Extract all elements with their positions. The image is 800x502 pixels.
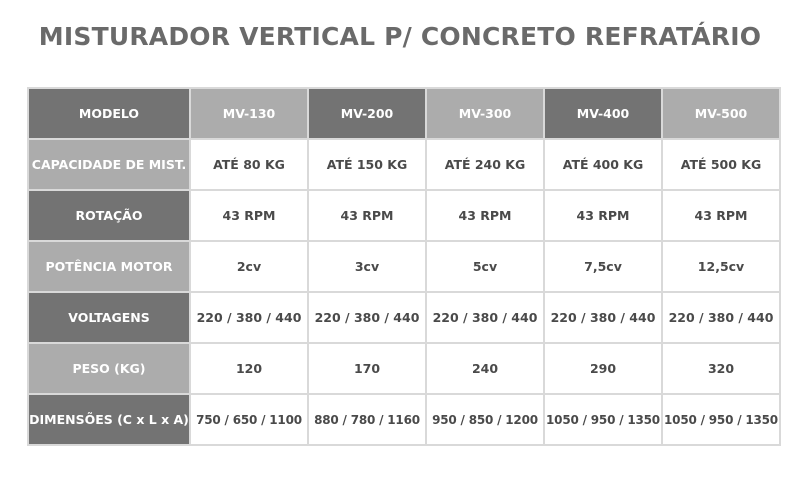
table-cell: 750 / 650 / 1100 [191,395,307,444]
row-header: POTÊNCIA MOTOR [29,242,189,291]
row-header: ROTAÇÃO [29,191,189,240]
model-header: MV-130 [191,89,307,138]
table-cell: 170 [309,344,425,393]
table-header-row [29,89,779,138]
table-cell: 43 RPM [427,191,543,240]
table-cell: 120 [191,344,307,393]
table-cell: 290 [545,344,661,393]
table-cell: 220 / 380 / 440 [663,293,779,342]
table-row [29,293,779,342]
table-cell: ATÉ 80 KG [191,140,307,189]
table-cell: 220 / 380 / 440 [309,293,425,342]
table-cell: 5cv [427,242,543,291]
table-row [29,191,779,240]
table-cell: 220 / 380 / 440 [427,293,543,342]
table-cell: 320 [663,344,779,393]
spec-table [27,87,781,446]
header-modelo: MODELO [29,89,189,138]
table-cell: 220 / 380 / 440 [545,293,661,342]
table-cell: 43 RPM [191,191,307,240]
table-cell: 7,5cv [545,242,661,291]
row-header: VOLTAGENS [29,293,189,342]
table-cell: 220 / 380 / 440 [191,293,307,342]
table-cell: 240 [427,344,543,393]
model-header: MV-300 [427,89,543,138]
table-cell: ATÉ 240 KG [427,140,543,189]
row-header: CAPACIDADE DE MIST. [29,140,189,189]
table-cell: 3cv [309,242,425,291]
table-cell: 43 RPM [663,191,779,240]
row-header: DIMENSÕES (C x L x A) [29,395,189,444]
table-cell: ATÉ 150 KG [309,140,425,189]
model-header: MV-400 [545,89,661,138]
table-cell: 43 RPM [545,191,661,240]
table-row [29,395,779,444]
table-cell: 2cv [191,242,307,291]
table-cell: 950 / 850 / 1200 [427,395,543,444]
table-cell: 1050 / 950 / 1350 [663,395,779,444]
table-row [29,140,779,189]
page-title: MISTURADOR VERTICAL P/ CONCRETO REFRATÁRIO [38,22,762,51]
model-header: MV-200 [309,89,425,138]
table-row [29,242,779,291]
table-cell: 43 RPM [309,191,425,240]
table-cell: 1050 / 950 / 1350 [545,395,661,444]
table-cell: ATÉ 400 KG [545,140,661,189]
table-cell: 12,5cv [663,242,779,291]
table-row [29,344,779,393]
table-cell: ATÉ 500 KG [663,140,779,189]
table-cell: 880 / 780 / 1160 [309,395,425,444]
row-header: PESO (KG) [29,344,189,393]
model-header: MV-500 [663,89,779,138]
